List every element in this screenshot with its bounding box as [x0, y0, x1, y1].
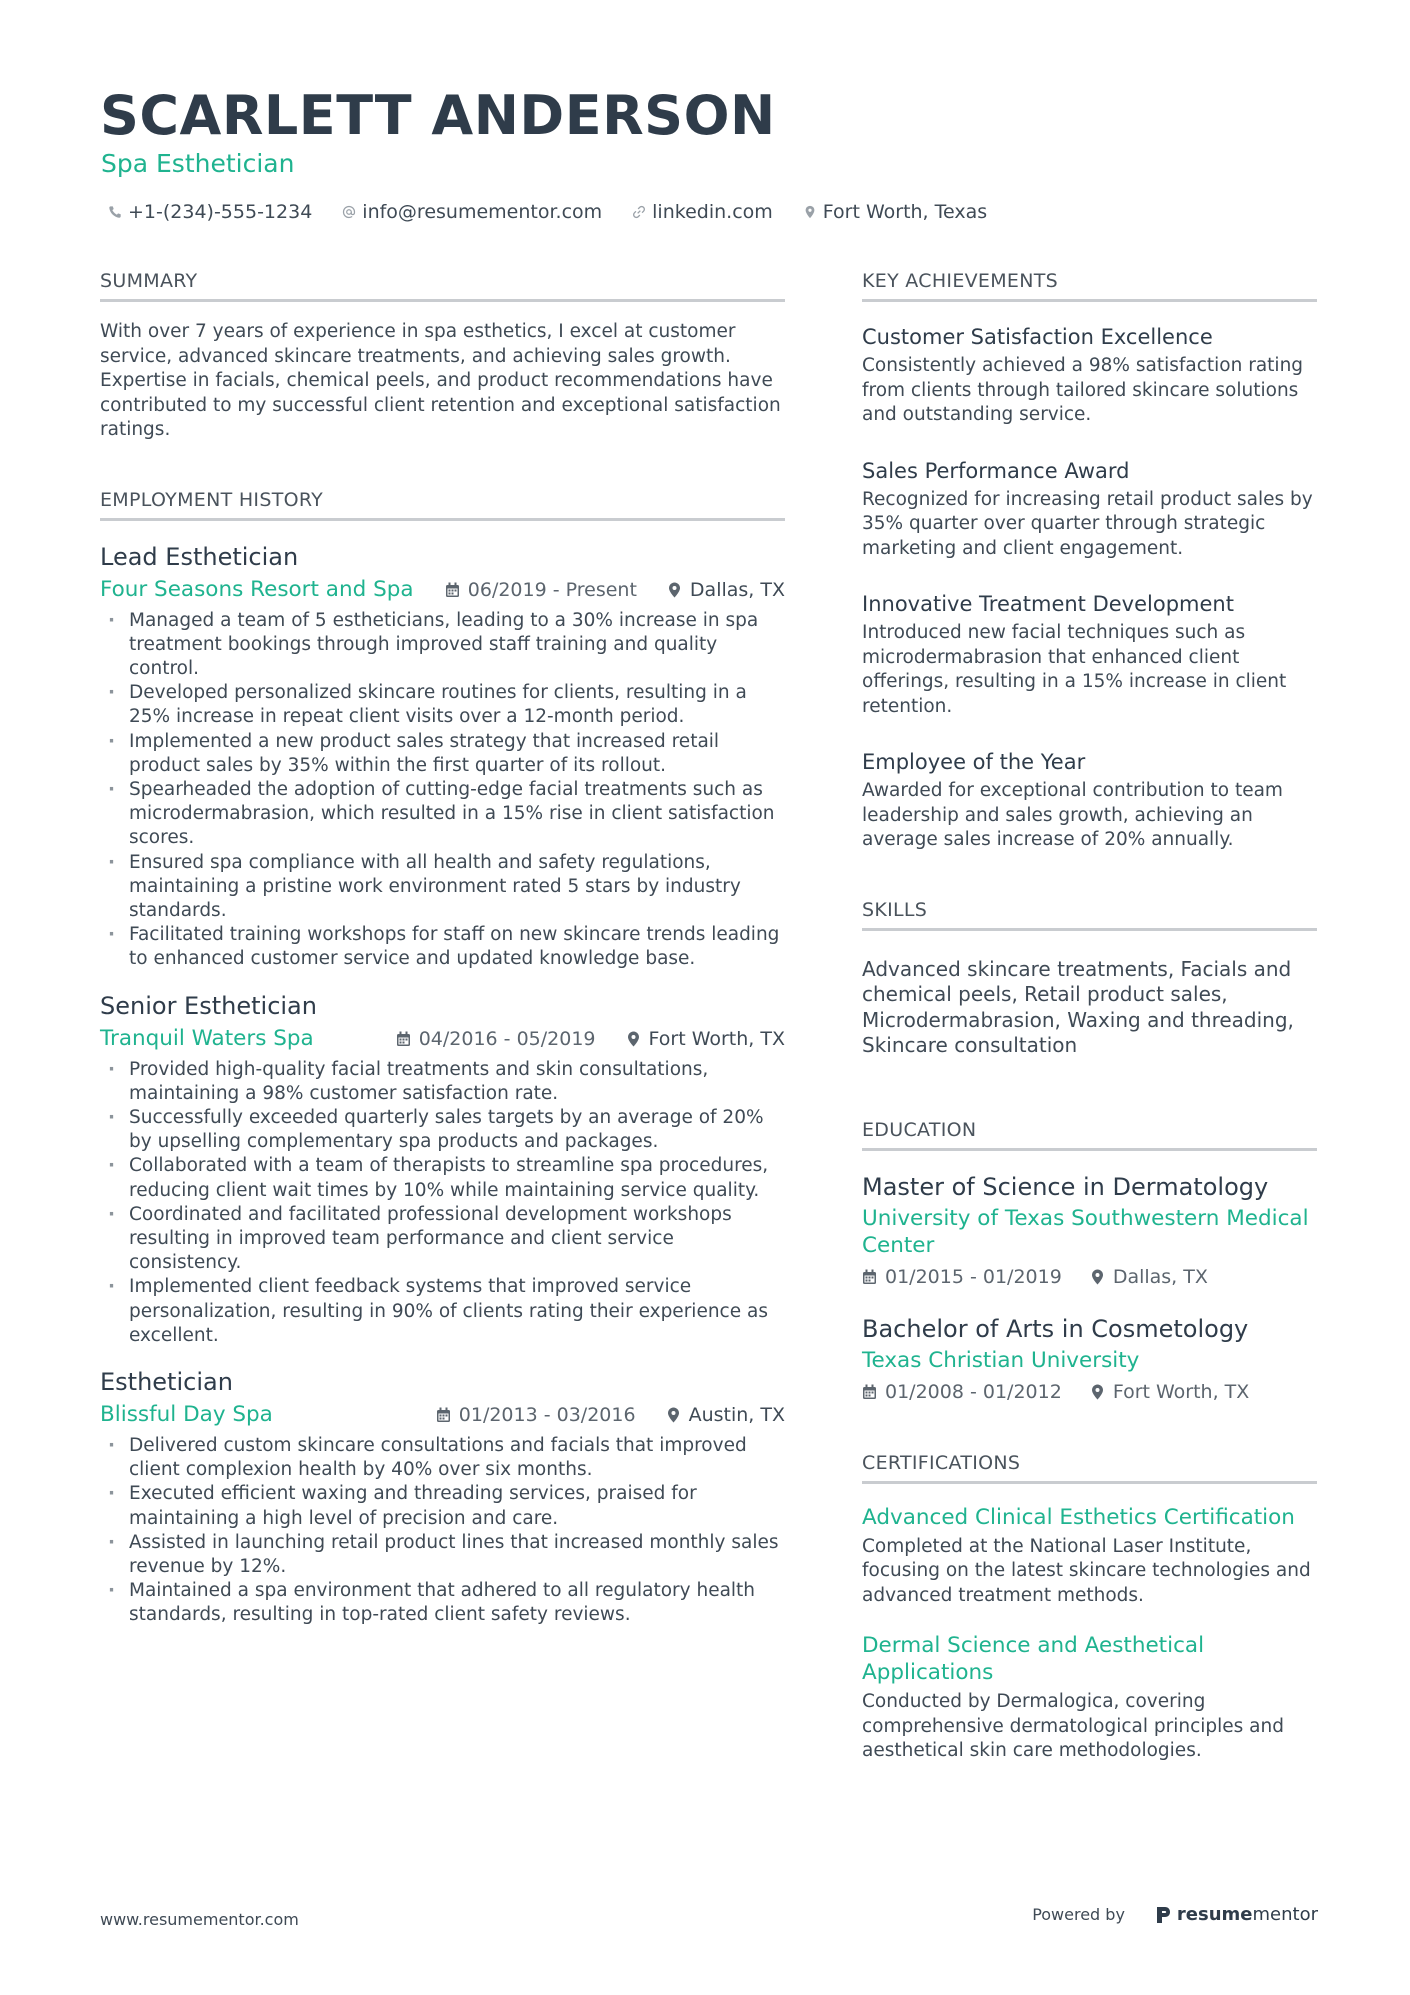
job-dates — [436, 1404, 636, 1426]
certifications-section — [862, 1450, 1317, 1764]
list-item: · Facilitated training workshops for staff on new skincare trends leading to enhanced customer service and updated knowledge base. — [100, 923, 785, 971]
education-meta — [862, 1263, 1317, 1291]
location-icon — [1090, 1384, 1105, 1400]
contact-phone-text: +1-(234)-555-1234 — [128, 201, 313, 223]
achievement-text: Introduced new facial techniques such as microdermabrasion that enhanced client offerings, resulting in a 15% increase in client retention. — [862, 622, 1287, 717]
brand-logo[interactable] — [1155, 1904, 1318, 1925]
list-item: · Implemented a new product sales strategy that increased retail product sales by 35% within the first quarter of its rollout. — [100, 730, 785, 778]
job-meta-row — [100, 1400, 785, 1430]
contact-linkedin-text: linkedin.com — [652, 201, 773, 223]
achievement-text: Awarded for exceptional contribution to team leadership and sales growth, achieving an average sales increase of 20% annually. — [862, 780, 1283, 850]
list-item: · Managed a team of 5 estheticians, leading to a 30% increase in spa treatment bookings through improved staff training and quality control. — [100, 609, 785, 682]
certification-text: Conducted by Dermalogica, covering comprehensive dermatological principles and aesthetical skin care methodologies. — [862, 1691, 1284, 1761]
certification-item — [862, 1504, 1317, 1609]
job-location — [626, 1028, 785, 1050]
calendar-icon — [862, 1384, 877, 1400]
education-item — [862, 1171, 1317, 1291]
job-location — [667, 579, 785, 601]
achievement-title: Employee of the Year — [862, 750, 1086, 774]
certification-title: Dermal Science and Aesthetical Applications — [862, 1633, 1205, 1685]
employment-heading: EMPLOYMENT HISTORY — [100, 487, 785, 521]
education-location-text: Fort Worth, TX — [1112, 1380, 1250, 1403]
job-meta — [436, 1404, 785, 1426]
job-dates-text: 01/2013 - 03/2016 — [458, 1403, 636, 1426]
achievement-item — [862, 747, 1317, 853]
job-title: Esthetician — [100, 1367, 233, 1396]
skills-heading: SKILLS — [862, 897, 1317, 931]
job-entry — [100, 990, 785, 1348]
education-dates — [862, 1378, 1062, 1406]
job-dates-text: 04/2016 - 05/2019 — [418, 1027, 596, 1050]
job-meta-row — [100, 575, 785, 605]
job-meta — [445, 579, 785, 601]
education-meta — [862, 1378, 1317, 1406]
calendar-icon — [862, 1269, 877, 1285]
list-item: · Developed personalized skincare routines for clients, resulting in a 25% increase in repeat client visits over a 12-month period. — [100, 681, 785, 729]
list-item: · Spearheaded the adoption of cutting-edge facial treatments such as microdermabrasion, which resulted in a 15% rise in client satisfaction scores. — [100, 778, 785, 851]
list-item: · Maintained a spa environment that adhered to all regulatory health standards, resulting in top-rated client safety reviews. — [100, 1579, 785, 1627]
brand-name-light: mentor — [1252, 1904, 1318, 1925]
location-icon — [666, 1407, 681, 1423]
list-item: · Assisted in launching retail product lines that increased monthly sales revenue by 12%. — [100, 1531, 785, 1579]
job-company: Four Seasons Resort and Spa — [100, 576, 414, 602]
job-company: Blissful Day Spa — [100, 1401, 273, 1427]
summary-heading: SUMMARY — [100, 268, 785, 302]
education-item — [862, 1313, 1317, 1406]
calendar-icon — [436, 1407, 451, 1423]
contact-bar — [108, 198, 987, 226]
calendar-icon — [445, 582, 460, 598]
job-meta — [396, 1028, 785, 1050]
certification-title: Advanced Clinical Esthetics Certification — [862, 1504, 1295, 1530]
list-item: · Provided high-quality facial treatments and skin consultations, maintaining a 98% customer satisfaction rate. — [100, 1058, 785, 1106]
certification-text: Completed at the National Laser Institute, focusing on the latest skincare technologies and advanced treatment methods. — [862, 1535, 1311, 1606]
education-dates — [862, 1263, 1062, 1291]
summary-section — [100, 268, 785, 443]
employment-section — [100, 487, 785, 1628]
certification-item — [862, 1632, 1317, 1764]
list-item: · Coordinated and facilitated professional development workshops resulting in improved team performance and client service consistency. — [100, 1203, 785, 1276]
education-degree: Bachelor of Arts in Cosmetology — [862, 1314, 1249, 1343]
education-dates-text: 01/2015 - 01/2019 — [885, 1265, 1062, 1288]
achievement-title: Innovative Treatment Development — [862, 592, 1234, 616]
job-company: Tranquil Waters Spa — [100, 1025, 314, 1051]
education-location-text: Dallas, TX — [1112, 1265, 1208, 1288]
education-school: University of Texas Southwestern Medical Center — [862, 1205, 1309, 1258]
education-school: Texas Christian University — [862, 1347, 1140, 1373]
education-section — [862, 1117, 1317, 1406]
contact-phone[interactable] — [108, 198, 312, 226]
education-heading: EDUCATION — [862, 1117, 1317, 1151]
job-entry — [100, 1366, 785, 1628]
candidate-role: Spa Esthetician — [101, 149, 295, 178]
contact-email[interactable] — [342, 198, 602, 226]
job-dates — [445, 579, 637, 601]
list-item: · Ensured spa compliance with all health and safety regulations, maintaining a pristine work environment rated 5 stars by industry standards. — [100, 851, 785, 924]
summary-text: With over 7 years of experience in spa esthetics, I excel at customer service, advanced skincare treatments, and achieving sales growth. Expertise in facials, chemical peels, and product recommendations have contributed to my successful client retention and exceptional satisfaction ratings. — [100, 321, 781, 440]
job-dates-text: 06/2019 - Present — [467, 578, 637, 601]
location-icon — [667, 582, 682, 598]
job-location-text: Austin, TX — [688, 1403, 785, 1426]
phone-icon — [108, 205, 122, 219]
certifications-heading: CERTIFICATIONS — [862, 1450, 1317, 1484]
skills-text: Advanced skincare treatments, Facials and chemical peels, Retail product sales, Microdermabrasion, Waxing and threading, Skincare consultation — [862, 956, 1294, 1057]
education-location — [1090, 1263, 1208, 1291]
location-icon — [626, 1031, 641, 1047]
at-icon — [342, 205, 356, 219]
list-item: · Executed efficient waxing and threading services, praised for maintaining a high level of precision and care. — [100, 1482, 785, 1530]
achievement-text: Consistently achieved a 98% satisfaction rating from clients through tailored skincare solutions and outstanding service. — [862, 355, 1304, 425]
job-location — [666, 1404, 785, 1426]
list-item: · Successfully exceeded quarterly sales targets by an average of 20% by upselling complementary spa products and packages. — [100, 1106, 785, 1154]
list-item: · Collaborated with a team of therapists to streamline spa procedures, reducing client wait times by 10% while maintaining service quality. — [100, 1154, 785, 1202]
candidate-name: SCARLETT ANDERSON — [100, 84, 776, 147]
powered-by-label: Powered by — [1032, 1905, 1125, 1924]
job-bullets — [100, 1434, 785, 1628]
contact-linkedin[interactable] — [632, 198, 773, 226]
job-title: Senior Esthetician — [100, 991, 317, 1020]
job-dates — [396, 1028, 596, 1050]
link-icon — [632, 205, 646, 219]
job-entry — [100, 541, 785, 972]
skills-section — [862, 897, 1317, 1059]
achievements-section — [862, 268, 1317, 853]
education-degree: Master of Science in Dermatology — [862, 1172, 1269, 1201]
contact-location — [803, 198, 987, 226]
list-item: · Delivered custom skincare consultations and facials that improved client complexion health by 40% over six months. — [100, 1434, 785, 1482]
achievement-text: Recognized for increasing retail product sales by 35% quarter over quarter through strategic marketing and client engagement. — [862, 488, 1313, 559]
job-location-text: Dallas, TX — [689, 578, 785, 601]
achievement-item — [862, 456, 1317, 562]
brand-mark-icon — [1155, 1905, 1171, 1925]
education-location — [1090, 1378, 1249, 1406]
location-icon — [803, 205, 817, 219]
job-meta-row — [100, 1024, 785, 1054]
footer-powered — [1032, 1904, 1318, 1925]
location-icon — [1090, 1269, 1105, 1285]
footer-website[interactable]: www.resumementor.com — [100, 1910, 299, 1929]
list-item: · Implemented client feedback systems that improved service personalization, resulting in 90% of clients rating their experience as excellent. — [100, 1275, 785, 1348]
achievements-heading: KEY ACHIEVEMENTS — [862, 268, 1317, 302]
education-dates-text: 01/2008 - 01/2012 — [885, 1380, 1062, 1403]
job-location-text: Fort Worth, TX — [648, 1027, 785, 1050]
achievement-title: Sales Performance Award — [862, 458, 1130, 483]
brand-name-bold: resume — [1176, 1904, 1253, 1925]
job-bullets — [100, 1058, 785, 1348]
left-column — [100, 268, 785, 1646]
right-column — [862, 268, 1317, 1788]
job-bullets — [100, 609, 785, 972]
achievement-item — [862, 589, 1317, 719]
achievement-item — [862, 322, 1317, 428]
calendar-icon — [396, 1031, 411, 1047]
job-title: Lead Esthetician — [100, 542, 299, 571]
contact-email-text: info@resumementor.com — [362, 201, 603, 223]
contact-location-text: Fort Worth, Texas — [822, 201, 988, 223]
achievement-title: Customer Satisfaction Excellence — [862, 325, 1213, 349]
